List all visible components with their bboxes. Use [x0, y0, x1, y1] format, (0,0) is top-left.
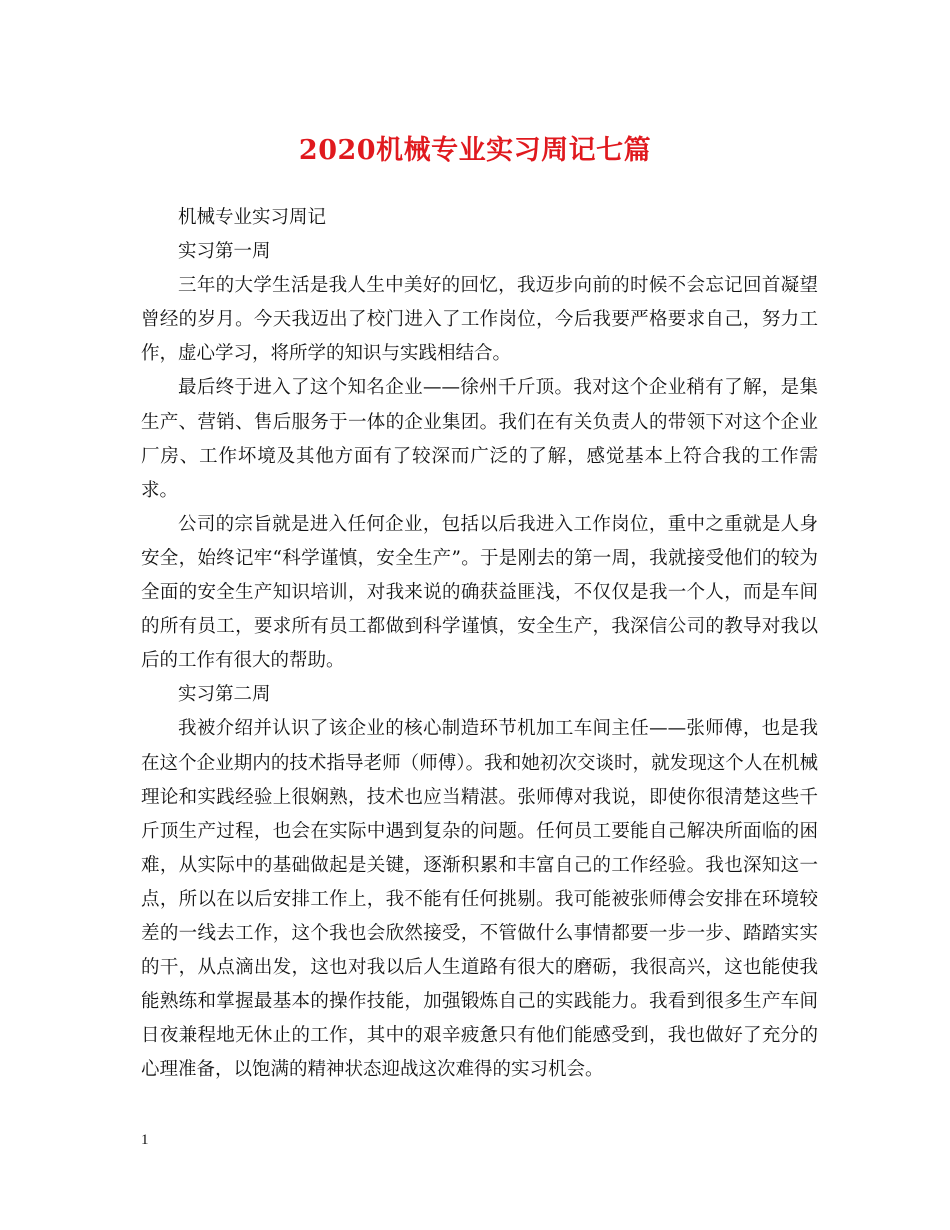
document-body	[141, 201, 818, 1087]
paragraph: 公司的宗旨就是进入任何企业，包括以后我进入工作岗位，重中之重就是人身安全，始终记牢“科学谨慎，安全生产”。于是刚去的第一周，我就接受他们的较为全面的安全生产知识培训，对我来说的确获益匪浅，不仅仅是我一个人，而是车间的所有员工，要求所有员工都做到科学谨慎，安全生产，我深信公司的教导对我以后的工作有很大的帮助。	[141, 513, 818, 672]
document-title: 2020机械专业实习周记七篇	[298, 135, 652, 166]
paragraph-week-2-heading: 实习第二周	[178, 684, 271, 706]
paragraph: 我被介绍并认识了该企业的核心制造环节机加工车间主任——张师傅，也是我在这个企业期内的技术指导老师（师傅）。我和她初次交谈时，就发现这个人在机械理论和实践经验上很娴熟，技术也应当精湛。张师傅对我说，即使你很清楚这些千斤顶生产过程，也会在实际中遇到复杂的问题。任何员工要能自己解决所面临的困难，从实际中的基础做起是关键，逐渐积累和丰富自己的工作经验。我也深知这一点，所以在以后安排工作上，我不能有任何挑剔。我可能被张师傅会安排在环境较差的一线去工作，这个我也会欣然接受，不管做什么事情都要一步一步、踏踏实实的干，从点滴出发，这也对我以后人生道路有很大的磨砺，我很高兴，这也能使我能熟练和掌握最基本的操作技能，加强锻炼自己的实践能力。我看到很多生产车间日夜兼程地无休止的工作，其中的艰辛疲惫只有他们能感受到，我也做好了充分的心理准备，以饱满的精神状态迎战这次难得的实习机会。	[141, 718, 818, 1081]
paragraph: 三年的大学生活是我人生中美好的回忆，我迈步向前的时候不会忘记回首凝望曾经的岁月。今天我迈出了校门进入了工作岗位，今后我要严格要求自己，努力工作，虚心学习，将所学的知识与实践相结合。	[141, 275, 818, 365]
paragraph-heading: 机械专业实习周记	[178, 207, 327, 228]
paragraph: 最后终于进入了这个知名企业——徐州千斤顶。我对这个企业稍有了解，是集生产、营销、售后服务于一体的企业集团。我们在有关负责人的带领下对这个企业厂房、工作坏境及其他方面有了较深而广泛的了解，感觉基本上符合我的工作需求。	[141, 377, 818, 501]
page-number: 1	[141, 1132, 149, 1148]
paragraph-week-1-heading: 实习第一周	[178, 241, 271, 263]
